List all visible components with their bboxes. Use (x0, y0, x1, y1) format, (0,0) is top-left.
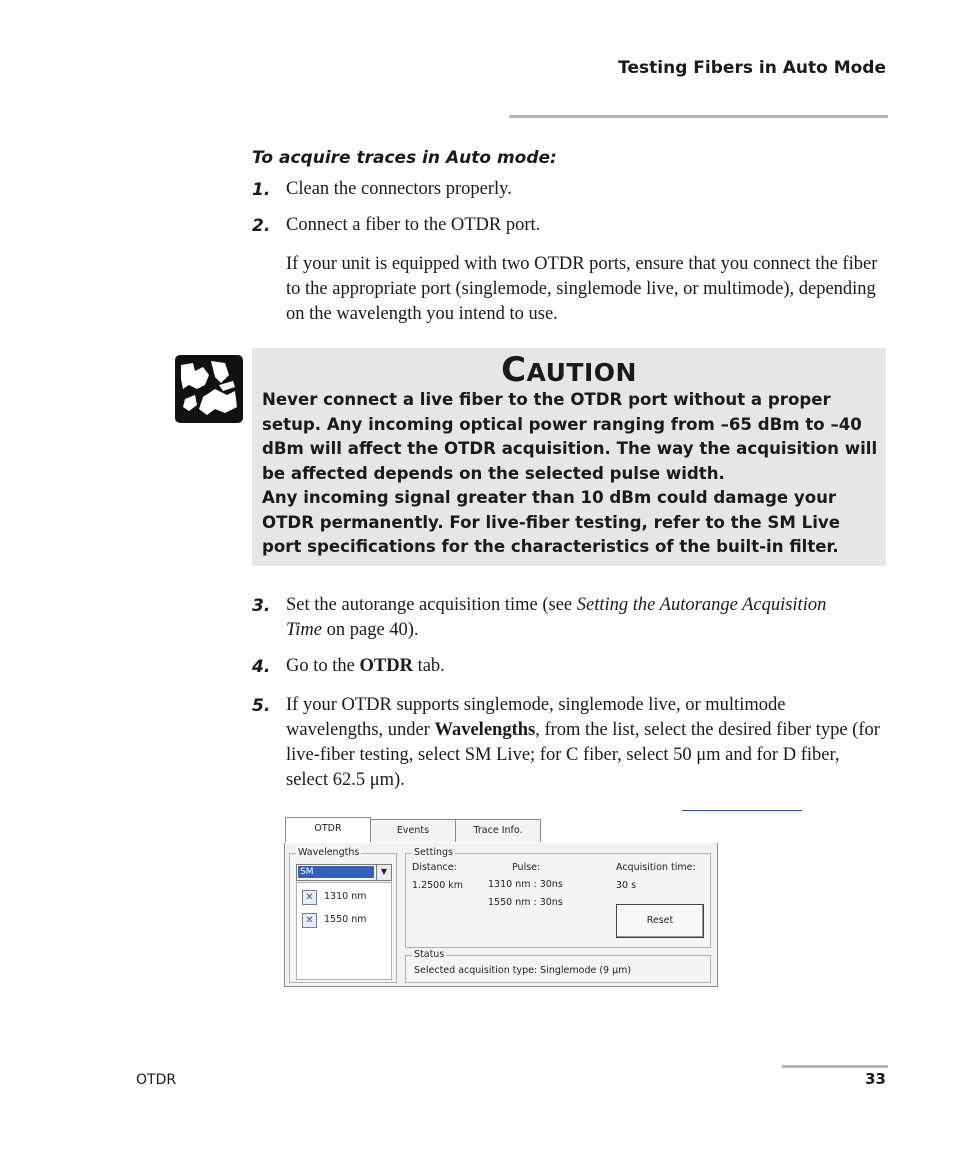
checked-icon[interactable]: ✕ (302, 913, 317, 928)
tab-events[interactable]: Events (370, 819, 456, 842)
wavelength-item-label: 1550 nm (324, 914, 367, 925)
wavelength-select[interactable] (296, 864, 392, 881)
step-number-2: 2. (252, 216, 271, 236)
step-number-4: 4. (252, 657, 271, 677)
tab-bar (284, 817, 718, 844)
step-text-3-b: on page 40). (321, 620, 419, 640)
step-text-5-b: , from the list, select the desired fiber type (for live-fiber testing, select SM Live; for C fiber, select 50 μm and for D fiber, select 62.5 μm). (286, 720, 880, 790)
wavelengths-group (289, 847, 397, 983)
acquisition-time-value: 30 s (616, 880, 637, 891)
otdr-screenshot (284, 810, 718, 988)
step-text-3-a: Set the autorange acquisition time (see (286, 595, 577, 615)
wavelength-select-value: SM (298, 866, 374, 878)
settings-group (405, 847, 711, 948)
screenshot-top-line (682, 810, 802, 811)
chevron-down-icon[interactable]: ▼ (376, 865, 391, 880)
wavelength-list (296, 882, 392, 980)
tab-otdr[interactable]: OTDR (285, 817, 371, 842)
step-text-4-b: tab. (412, 656, 445, 676)
step-text-1: Clean the connectors properly. (286, 179, 512, 199)
caution-title (252, 350, 886, 390)
page-number: 33 (865, 1070, 886, 1088)
settings-label: Settings (414, 847, 453, 858)
header-rule (509, 115, 888, 118)
status-text: Selected acquisition type: Singlemode (9 μm) (414, 965, 632, 976)
checked-icon[interactable]: ✕ (302, 890, 317, 905)
running-title: Testing Fibers in Auto Mode (618, 58, 886, 78)
caution-text (262, 388, 882, 560)
step-text-5-a: If your OTDR supports singlemode, singlemode live, or multimode wavelengths, under (286, 695, 786, 740)
wavelengths-label: Wavelengths (298, 847, 360, 858)
caution-hand-icon (175, 355, 243, 423)
distance-value: 1.2500 km (412, 880, 464, 891)
step-text-2: Connect a fiber to the OTDR port. (286, 215, 541, 235)
caution-paragraph-2: Any incoming signal greater than 10 dBm could damage your OTDR permanently. For live-fiber testing, refer to the SM Live port specifications for the characteristics of the built-in filter. (262, 488, 840, 556)
pulse-value-1550: 1550 nm : 30ns (488, 897, 563, 908)
footer-product: OTDR (136, 1072, 177, 1088)
step-text-4-strong: OTDR (359, 656, 413, 676)
caution-title-rest: AUTION (526, 358, 637, 387)
tab-trace-info[interactable]: Trace Info. (455, 819, 541, 842)
step-text-4-a: Go to the (286, 656, 360, 676)
otdr-tab-panel (284, 843, 718, 987)
step-number-3: 3. (252, 596, 271, 616)
step-text-5 (286, 693, 886, 793)
status-group (405, 949, 711, 983)
distance-label: Distance: (412, 862, 457, 873)
caution-paragraph-1: Never connect a live fiber to the OTDR port without a proper setup. Any incoming optical power ranging from –65 dBm to –40 dBm will affect the OTDR acquisition. The way the acquisition will be affected depends on the selected pulse width. (262, 390, 878, 483)
caution-box (252, 348, 886, 566)
footer-rule (782, 1065, 888, 1068)
wavelength-item-label: 1310 nm (324, 891, 367, 902)
pulse-label: Pulse: (512, 862, 541, 873)
procedure-title: To acquire traces in Auto mode: (252, 148, 557, 168)
step-text-5-strong: Wavelengths (434, 720, 536, 740)
status-label: Status (414, 949, 445, 960)
step-note-2: If your unit is equipped with two OTDR ports, ensure that you connect the fiber to the appropriate port (singlemode, singlemode live, or multimode), depending on the wavelength you intend to use. (286, 254, 878, 324)
step-link-autorange[interactable]: Setting the Autorange Acquisition Time (286, 595, 827, 640)
reset-button[interactable]: Reset (616, 904, 704, 938)
pulse-value-1310: 1310 nm : 30ns (488, 879, 563, 890)
step-number-1: 1. (252, 180, 271, 200)
acquisition-time-label: Acquisition time: (616, 862, 696, 873)
caution-title-initial: C (501, 350, 527, 390)
step-number-5: 5. (252, 696, 271, 716)
step-text-4 (286, 654, 886, 679)
step-text-3 (286, 593, 846, 643)
